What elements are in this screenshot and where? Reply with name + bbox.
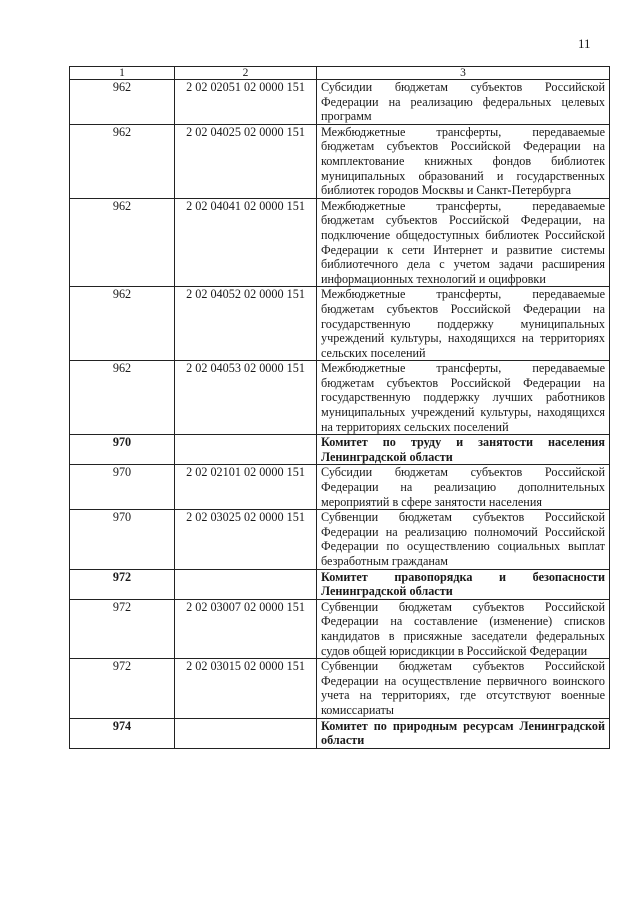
table-row: [70, 80, 610, 125]
description-cell: Комитет по природным ресурсам Ленинградской области: [317, 718, 610, 748]
table-row-committee: [70, 569, 610, 599]
revenue-code-cell: 2 02 03015 02 0000 151: [175, 659, 317, 718]
description-cell: Субвенции бюджетам субъектов Российской Федерации на реализацию полномочий Российской Федерации по осуществлению социальных выплат безработным гражданам: [317, 510, 610, 569]
budget-revenue-table: [69, 66, 610, 749]
table-row: [70, 198, 610, 287]
revenue-code-cell: 2 02 03025 02 0000 151: [175, 510, 317, 569]
header-cell-col1: 1: [70, 67, 175, 80]
admin-code-cell: 972: [70, 569, 175, 599]
admin-code-cell: 962: [70, 361, 175, 435]
table-row: [70, 465, 610, 510]
description-cell: Субвенции бюджетам субъектов Российской Федерации на осуществление первичного воинского учета на территориях, где отсутствуют военные комиссариаты: [317, 659, 610, 718]
admin-code-cell: 972: [70, 599, 175, 658]
revenue-code-cell: 2 02 03007 02 0000 151: [175, 599, 317, 658]
revenue-code-cell: [175, 435, 317, 465]
admin-code-cell: 972: [70, 659, 175, 718]
table-header-row: [70, 67, 610, 80]
table-row-committee: [70, 435, 610, 465]
description-cell: Межбюджетные трансферты, передаваемые бюджетам субъектов Российской Федерации на государственную поддержку муниципальных учреждений культуры, находящихся на территориях сельских поселений: [317, 287, 610, 361]
admin-code-cell: 970: [70, 510, 175, 569]
header-cell-col2: 2: [175, 67, 317, 80]
admin-code-cell: 970: [70, 435, 175, 465]
description-cell: Субвенции бюджетам субъектов Российской Федерации на составление (изменение) списков кандидатов в присяжные заседатели федеральных судов общей юрисдикции в Российской Федерации: [317, 599, 610, 658]
table-body: [70, 67, 610, 749]
table-row: [70, 124, 610, 198]
revenue-code-cell: 2 02 04025 02 0000 151: [175, 124, 317, 198]
admin-code-cell: 974: [70, 718, 175, 748]
admin-code-cell: 962: [70, 80, 175, 125]
table-row: [70, 659, 610, 718]
page-number: 11: [578, 36, 591, 51]
description-cell: Межбюджетные трансферты, передаваемые бюджетам субъектов Российской Федерации, на подключение общедоступных библиотек Российской Федерации к сети Интернет и развитие системы библиотечного дела с учетом задачи расширения информационных технологий и оцифровки: [317, 198, 610, 287]
revenue-code-cell: [175, 569, 317, 599]
table-row: [70, 510, 610, 569]
description-cell: Межбюджетные трансферты, передаваемые бюджетам субъектов Российской Федерации на комплектование книжных фондов библиотек муниципальных образований и государственных библиотек городов Москвы и Санкт-Петербурга: [317, 124, 610, 198]
revenue-code-cell: 2 02 04041 02 0000 151: [175, 198, 317, 287]
admin-code-cell: 962: [70, 287, 175, 361]
revenue-code-cell: 2 02 02051 02 0000 151: [175, 80, 317, 125]
admin-code-cell: 962: [70, 198, 175, 287]
description-cell: Комитет правопорядка и безопасности Ленинградской области: [317, 569, 610, 599]
description-cell: Комитет по труду и занятости населения Ленинградской области: [317, 435, 610, 465]
table-row: [70, 599, 610, 658]
admin-code-cell: 970: [70, 465, 175, 510]
table-row: [70, 361, 610, 435]
header-cell-col3: 3: [317, 67, 610, 80]
revenue-code-cell: 2 02 04053 02 0000 151: [175, 361, 317, 435]
table-row-committee: [70, 718, 610, 748]
table-row: [70, 287, 610, 361]
revenue-code-cell: [175, 718, 317, 748]
description-cell: Субсидии бюджетам субъектов Российской Федерации на реализацию дополнительных мероприятий в сфере занятости населения: [317, 465, 610, 510]
description-cell: Межбюджетные трансферты, передаваемые бюджетам субъектов Российской Федерации на государственную поддержку лучших работников муниципальных учреждений культуры, находящихся на территориях сельских поселений: [317, 361, 610, 435]
revenue-code-cell: 2 02 02101 02 0000 151: [175, 465, 317, 510]
description-cell: Субсидии бюджетам субъектов Российской Федерации на реализацию федеральных целевых программ: [317, 80, 610, 125]
admin-code-cell: 962: [70, 124, 175, 198]
revenue-code-cell: 2 02 04052 02 0000 151: [175, 287, 317, 361]
